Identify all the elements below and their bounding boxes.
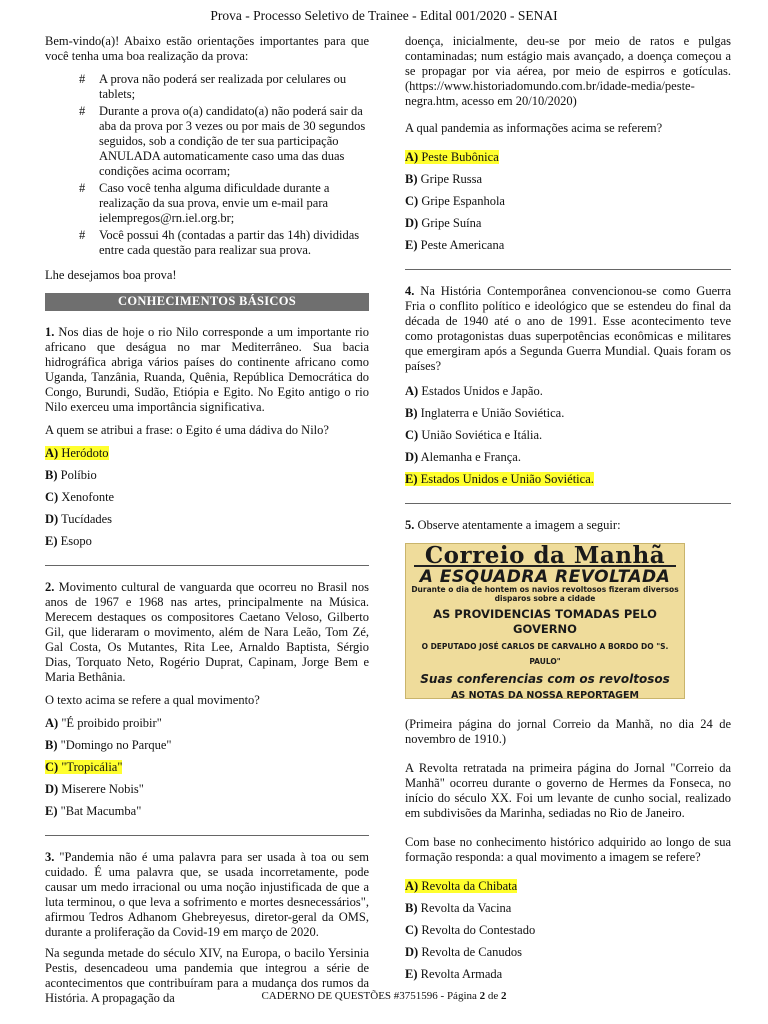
options-list <box>405 879 731 982</box>
option-b[interactable]: B) Inglaterra e União Soviética. <box>405 406 565 420</box>
hash-bullet-icon: # <box>79 104 86 118</box>
option-b[interactable]: B) Revolta da Vacina <box>405 901 512 915</box>
question-text: Nos dias de hoje o rio Nilo corresponde a um importante rio africano que deságua no mar Mediterrâneo. Sua bacia hidrográfica abriga vários países do continente africano como Uganda, Tanzânia, Ruanda, Quênia, República Democrática do Congo, Burundi, Sudão, Etiópia e Egito. No Egito antigo o rio Nilo exerceu uma importância significativa. <box>45 325 370 414</box>
hash-bullet-icon: # <box>79 228 86 242</box>
options-list <box>45 446 369 549</box>
rules-list <box>45 72 369 258</box>
rule-item: # A prova não poderá ser realizada por celulares ou tablets; <box>79 72 347 101</box>
right-column <box>405 34 731 989</box>
option-b[interactable]: B) "Domingo no Parque" <box>45 738 172 752</box>
question-5 <box>405 518 731 982</box>
question-4 <box>405 284 731 487</box>
options-list <box>405 150 731 253</box>
option-e[interactable]: E) "Bat Macumba" <box>45 804 142 818</box>
page-footer: CADERNO DE QUESTÕES #3751596 - Página 2 de 2 <box>261 990 507 1002</box>
question-number: 3. <box>45 850 55 864</box>
option-c[interactable]: C) Xenofonte <box>45 490 115 504</box>
question-prompt: O texto acima se refere a qual movimento? <box>45 693 260 707</box>
question-divider <box>45 565 369 566</box>
options-list <box>45 716 369 819</box>
newspaper-masthead: Correio da Manhã <box>424 543 666 569</box>
option-d[interactable]: D) Tucídades <box>45 512 113 526</box>
option-a[interactable]: A) "É proibido proibir" <box>45 716 162 730</box>
newspaper-subline: disparos sobre a cidade <box>494 594 596 603</box>
option-c[interactable]: C) Revolta do Contestado <box>405 923 536 937</box>
question-text: "Pandemia não é uma palavra para ser usada à toa ou sem cuidado. É uma palavra que, se usada incorretamente, pode causar um medo irracional ou uma noção injustificada de que a luta terminou, o que leva a sofrimento e mortes desnecessários", afirmou Tedros Adhanom Ghebreyesus, diretor-geral da OMS, durante a proliferação da Covid-19 em março de 2020. <box>45 850 369 939</box>
left-column <box>45 34 369 1006</box>
option-e[interactable]: E) Estados Unidos e União Soviética. <box>405 472 594 486</box>
question-1 <box>45 325 369 549</box>
question-number: 5. <box>405 518 415 532</box>
options-list <box>405 384 731 487</box>
option-d[interactable]: D) Revolta de Canudos <box>405 945 523 959</box>
question-text: Na História Contemporânea convencionou-se como Guerra Fria o conflito político e ideológico que se estendeu do final da década de 1940 até o ano de 1991. Esse acontecimento teve como protagonistas duas superpotências econômicas e militares que emergiram após a Segunda Guerra Mundial. Quais foram os países? <box>405 284 732 373</box>
question-number: 2. <box>45 580 55 594</box>
newspaper-subline: Durante o dia de hontem os navios revoltosos fizeram diversos <box>411 585 679 594</box>
option-e[interactable]: E) Esopo <box>45 534 92 548</box>
option-d[interactable]: D) Gripe Suína <box>405 216 482 230</box>
newspaper-subhead: AS PROVIDENCIAS TOMADAS PELO GOVERNO <box>433 607 657 636</box>
newspaper-subhead: Suas conferencias com os revoltosos <box>420 672 670 686</box>
option-d[interactable]: D) Miserere Nobis" <box>45 782 144 796</box>
current-page: 2 <box>479 990 486 1002</box>
option-c[interactable]: C) "Tropicália" <box>45 760 123 774</box>
question-divider <box>405 503 731 504</box>
option-b[interactable]: B) Políbio <box>45 468 97 482</box>
question-text: Movimento cultural de vanguarda que ocorreu no Brasil nos anos de 1967 e 1968 nas artes, principalmente na Música. Merecem destaques os compositores Caetano Veloso, Gilberto Gil, que lideraram o movimento, além de Nara Leão, Tom Zé, Gal Costa, Os Mutantes, Rita Lee, Arnaldo Baptista, Sérgio Dias, Torquato Neto, Rogério Duprat, Capinam, Jorge Bem e Maria Bethânia. <box>45 580 370 684</box>
option-c[interactable]: C) Gripe Espanhola <box>405 194 505 208</box>
option-e[interactable]: E) Revolta Armada <box>405 967 503 981</box>
question-divider <box>45 835 369 836</box>
question-number: 1. <box>45 325 55 339</box>
welcome-text: Bem-vindo(a)! Abaixo estão orientações importantes para que você tenha uma boa realização da prova: <box>45 34 369 63</box>
option-a[interactable]: A) Revolta da Chibata <box>405 879 518 893</box>
total-pages: 2 <box>501 990 507 1002</box>
option-a[interactable]: A) Peste Bubônica <box>405 150 499 164</box>
question-3 <box>45 850 369 1006</box>
question-prompt: Com base no conhecimento histórico adquirido ao longo de sua formação responda: a qual movimento a imagem se refere? <box>405 835 731 864</box>
closing-text: Lhe desejamos boa prova! <box>45 268 177 282</box>
option-c[interactable]: C) União Soviética e Itália. <box>405 428 543 442</box>
page-header: Prova - Processo Seletivo de Trainee - Edital 001/2020 - SENAI <box>210 8 558 23</box>
option-a[interactable]: A) Heródoto <box>45 446 109 460</box>
option-a[interactable]: A) Estados Unidos e Japão. <box>405 384 543 398</box>
newspaper-subhead: AS NOTAS DA NOSSA REPORTAGEM <box>451 690 639 699</box>
newspaper-subline: O DEPUTADO JOSÉ CARLOS DE CARVALHO A BORDO DO "S. PAULO" <box>421 642 669 666</box>
question-prompt: A qual pandemia as informações acima se referem? <box>405 121 663 135</box>
image-caption: (Primeira página do jornal Correio da Manhã, no dia 24 de novembro de 1910.) <box>405 717 731 746</box>
question-2 <box>45 580 369 819</box>
question-divider <box>405 269 731 270</box>
question-text-continued: Na segunda metade do século XIV, na Europa, o bacilo Yersinia Pestis, desencadeou uma pandemia que integrou a série de acontecimentos que contribuíram para a mudança dos rumos da História. A propagação da <box>45 946 369 1005</box>
option-b[interactable]: B) Gripe Russa <box>405 172 483 186</box>
newspaper-headline: A ESQUADRA REVOLTADA <box>419 567 671 587</box>
option-d[interactable]: D) Alemanha e França. <box>405 450 521 464</box>
hash-bullet-icon: # <box>79 72 86 86</box>
question-prompt: A quem se atribui a frase: o Egito é uma dádiva do Nilo? <box>45 423 329 437</box>
question-text: Observe atentamente a imagem a seguir: <box>417 518 621 532</box>
rule-item: # Você possui 4h (contadas a partir das 14h) divididas entre cada questão para realizar sua prova. <box>79 228 360 257</box>
option-e[interactable]: E) Peste Americana <box>405 238 505 252</box>
question-text-continued: A Revolta retratada na primeira página do Jornal "Correio da Manhã" ocorreu durante o governo de Hermes da Fonseca, no início do século XX. Foi um levante de cunho social, realizado em subdivisões da Marinha, sediadas no Rio de Janeiro. <box>405 761 731 820</box>
question-3-continuation: doença, inicialmente, deu-se por meio de ratos e pulgas contaminadas; num estágio mais avançado, a doença começou a se propagar por via aérea, por meio de espirros e gotículas. (https://www.historiadomundo.com.br/idade-media/peste-negra.htm, acesso em 20/10/2020) <box>405 34 731 108</box>
newspaper-image <box>405 543 685 699</box>
section-title: CONHECIMENTOS BÁSICOS <box>45 293 369 311</box>
rule-item: # Caso você tenha alguma dificuldade durante a realização da sua prova, envie um e-mail para ielempregos@rn.iel.org.br; <box>79 181 330 225</box>
hash-bullet-icon: # <box>79 181 86 195</box>
rule-item: # Durante a prova o(a) candidato(a) não poderá sair da aba da prova por 3 vezes ou por mais de 30 segundos seguidos, sob a condição de ter sua participação ANULADA automaticamente caso uma das duas condições acima ocorram; <box>79 104 366 178</box>
question-number: 4. <box>405 284 415 298</box>
